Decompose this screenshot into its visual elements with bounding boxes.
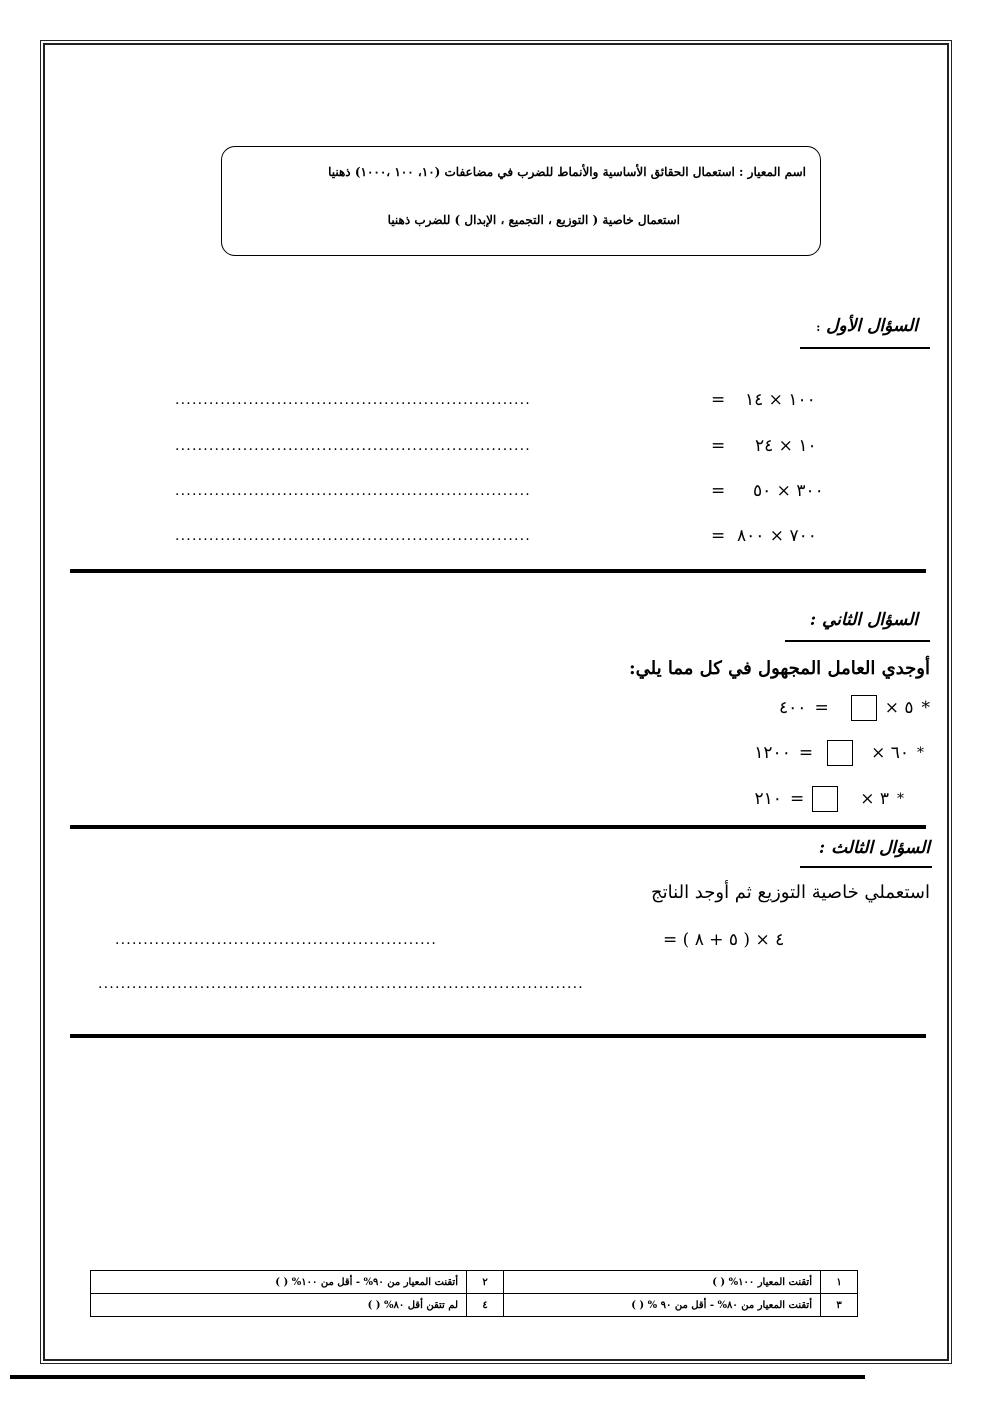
answer-dots: .........................................................: [115, 932, 438, 948]
q2-result: ١٢٠٠: [754, 743, 791, 763]
q2-title-underline: [785, 640, 930, 642]
section-divider: [70, 569, 926, 573]
criteria-number: ٢: [467, 1271, 504, 1294]
criteria-number: ١: [821, 1271, 858, 1294]
q2-item-3: [755, 786, 904, 812]
standard-box: [221, 146, 821, 256]
footer-rule: [10, 1375, 865, 1379]
q2-result: ٤٠٠: [779, 698, 807, 718]
q3-expression: ٤ × ( ٥ + ٨ ) =: [663, 930, 785, 950]
equals-sign: =: [711, 436, 728, 456]
criteria-text: أتقنت المعيار ١٠٠% ( ): [504, 1271, 821, 1294]
unknown-factor-box[interactable]: [851, 695, 877, 721]
bullet-star: *: [897, 791, 904, 807]
q1-title: السؤال الأول :: [816, 316, 918, 336]
q2-title: السؤال الثاني :: [809, 610, 918, 630]
answer-dots: ...............................................................: [175, 483, 531, 499]
q1-row-4: [175, 526, 855, 552]
mastery-criteria-table: [90, 1270, 858, 1317]
criteria-text: أتقنت المعيار من ٩٠% - أقل من ١٠٠% ( ): [91, 1271, 467, 1294]
q2-item-1: [779, 695, 930, 721]
q3-instruction: استعملي خاصية التوزيع ثم أوجد الناتج: [651, 882, 930, 903]
answer-dots: ...............................................................: [175, 392, 531, 408]
q1-expression: ١٠ × ٢٤: [755, 436, 817, 456]
equals-sign: =: [711, 481, 728, 501]
standard-name: اسم المعيار : استعمال الحقائق الأساسية والأنماط للضرب في مضاعفات (١٠، ١٠٠ ،١٠٠٠) ذهنيا: [328, 165, 806, 179]
answer-dots: ...............................................................: [175, 528, 531, 544]
q1-row-2: [175, 436, 855, 462]
equals-sign: =: [798, 743, 814, 763]
q3-row-1: [115, 930, 815, 956]
table-row: [91, 1271, 858, 1294]
answer-dots: ...............................................................: [175, 438, 531, 454]
unknown-factor-box[interactable]: [812, 786, 838, 812]
q1-row-3: [175, 481, 855, 507]
q2-factor: ٥ ×: [884, 698, 914, 718]
answer-dots: ......................................................................................: [98, 976, 584, 992]
equals-sign: =: [711, 390, 728, 410]
q2-item-2: [754, 740, 924, 766]
equals-sign: =: [814, 698, 829, 718]
q1-expression: ٣٠٠ × ٥٠: [753, 481, 824, 501]
q2-factor: ٦٠ ×: [871, 743, 909, 763]
q1-expression: ١٠٠ × ١٤: [745, 390, 816, 410]
q2-instruction: أوجدي العامل المجهول في كل مما يلي:: [628, 658, 930, 679]
bullet-star: *: [917, 745, 924, 761]
criteria-text: لم تتقن أقل ٨٠% ( ): [91, 1294, 467, 1317]
q2-result: ٢١٠: [754, 789, 782, 809]
q3-title: السؤال الثالث :: [818, 838, 930, 858]
q1-expression: ٧٠٠ × ٨٠٠: [737, 526, 817, 546]
unknown-factor-box[interactable]: [827, 740, 853, 766]
equals-sign: =: [789, 789, 805, 809]
table-row: [91, 1294, 858, 1317]
section-divider: [70, 1034, 926, 1038]
q2-factor: ٣ ×: [860, 789, 889, 809]
q1-row-1: [175, 390, 855, 416]
q3-title-underline: [800, 866, 932, 868]
section-divider: [70, 825, 926, 829]
criteria-number: ٤: [467, 1294, 504, 1317]
standard-subtitle: استعمال خاصية ( التوزيع ، التجميع ، الإبدال ) للضرب ذهنيا: [387, 213, 680, 227]
bullet-star: *: [921, 698, 930, 718]
criteria-text: أتقنت المعيار من ٨٠% - أقل من ٩٠ % ( ): [504, 1294, 821, 1317]
q1-title-underline: [800, 347, 930, 349]
criteria-number: ٣: [821, 1294, 858, 1317]
equals-sign: =: [711, 526, 728, 546]
